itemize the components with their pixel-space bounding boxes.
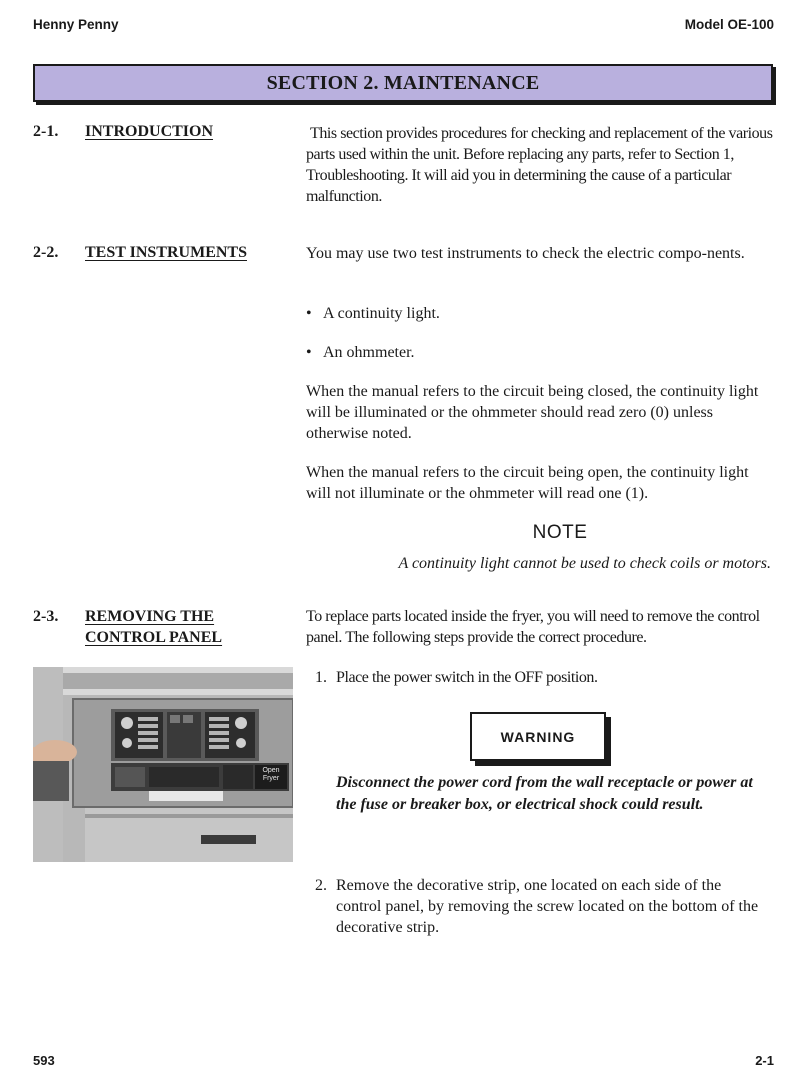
- step-2-number: 2.: [315, 877, 327, 894]
- header-model: Model OE-100: [684, 17, 774, 32]
- header-brand: Henny Penny: [33, 17, 119, 32]
- footer-code: 593: [33, 1053, 55, 1068]
- step-1-text: Place the power switch in the OFF position.: [336, 669, 598, 686]
- control-panel-body: To replace parts located inside the fryer, you will need to remove the control panel. The following steps provide the correct procedure.: [306, 608, 760, 646]
- bullet-item: • A continuity light.: [306, 305, 440, 322]
- instruments-number: 2-2.: [33, 244, 59, 261]
- warning-text: Disconnect the power cord from the wall receptacle or power at the fuse or breaker box, or electrical shock could result.: [336, 774, 753, 813]
- intro-title: INTRODUCTION: [85, 123, 214, 140]
- control-panel-heading: [33, 606, 222, 648]
- closed-circuit-text: When the manual refers to the circuit being closed, the continuity light will be illuminated or the ohmmeter should read zero (0) unless otherwise noted.: [306, 383, 759, 442]
- step-2: [315, 875, 770, 938]
- control-panel-title-line2: CONTROL PANEL: [85, 629, 223, 646]
- control-panel-number: 2-3.: [33, 608, 59, 625]
- fryer-control-panel-photo: [33, 667, 293, 862]
- section-title: SECTION 2. MAINTENANCE: [266, 71, 540, 94]
- bullet-item: • An ohmmeter.: [306, 344, 415, 361]
- instruments-body: You may use two test instruments to check the electric compo-nents.: [306, 245, 745, 262]
- warning-box: [470, 712, 606, 761]
- control-panel-title-line1: REMOVING THE: [85, 608, 215, 625]
- instruments-title: TEST INSTRUMENTS: [85, 244, 247, 261]
- fryer-photo-illustration: [33, 667, 293, 862]
- warning-label: WARNING: [500, 728, 576, 745]
- open-fryer-label: Open Fryer: [262, 767, 280, 782]
- note-text: A continuity light cannot be used to check coils or motors.: [398, 555, 771, 572]
- instruments-heading: [33, 242, 247, 263]
- step-1: [315, 667, 770, 688]
- step-2-text: Remove the decorative strip, one located on each side of the control panel, by removing the screw located on the bottom of the decorative strip.: [336, 877, 759, 936]
- step-1-number: 1.: [315, 669, 327, 686]
- open-circuit-text: When the manual refers to the circuit being open, the continuity light will not illuminate or the ohmmeter will read one (1).: [306, 464, 749, 502]
- bullet-continuity-light: A continuity light.: [323, 305, 440, 322]
- page-number: 2-1: [755, 1053, 774, 1068]
- intro-body: This section provides procedures for checking and replacement of the various parts used within the unit. Before replacing any parts, refer to Section 1, Troubleshooting. It will aid you in determining the cause of a particular malfunction.: [306, 125, 773, 205]
- note-title: NOTE: [532, 522, 588, 543]
- intro-heading: [33, 121, 213, 142]
- bullet-ohmmeter: An ohmmeter.: [323, 344, 415, 361]
- section-banner: [33, 64, 773, 102]
- intro-number: 2-1.: [33, 123, 59, 140]
